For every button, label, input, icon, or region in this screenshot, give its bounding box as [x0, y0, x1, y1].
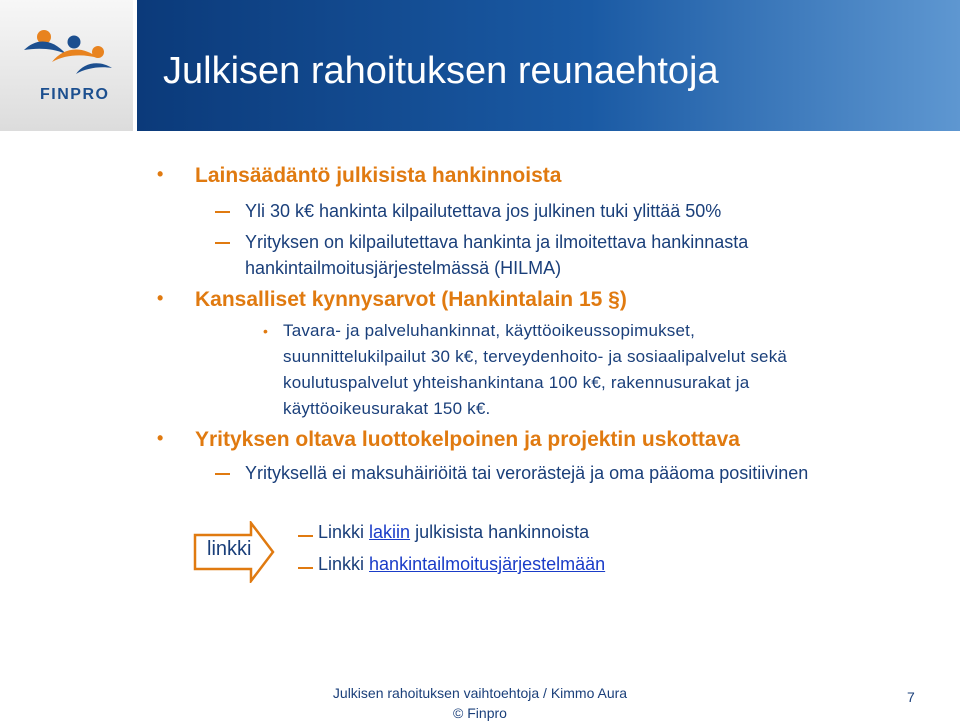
link-line-law: Linkki lakiin julkisista hankinnoista	[318, 522, 589, 543]
link-hilma[interactable]: hankintailmoitusjärjestelmään	[369, 554, 606, 574]
bullet-icon: •	[157, 288, 164, 308]
dash-icon	[215, 473, 230, 475]
dash-icon	[298, 535, 313, 537]
dash-icon	[298, 567, 313, 569]
logo-text: FINPRO	[40, 86, 110, 103]
thresholds-detail: • Tavara- ja palveluhankinnat, käyttöoikeussopimukset, suunnittelukilpailut 30 k€, terveydenhoito- ja sosiaalipalvelut sekä koulutuspalvelut yhteishankintana 100 k€, rakennusurakat ja käyttöoikeusurakat 150 k€.	[283, 318, 923, 422]
footer	[300, 683, 660, 723]
section-heading-thresholds: • Kansalliset kynnysarvot (Hankintalain 15 §)	[157, 288, 627, 311]
link-arrow	[193, 521, 275, 588]
arrow-label: linkki	[207, 538, 252, 560]
footer-line-2: © Finpro	[453, 705, 507, 721]
bullet-icon: •	[157, 428, 164, 448]
footer-line-1: Julkisen rahoituksen vaihtoehtoja / Kimmo Aura	[332, 685, 628, 701]
list-item: Yrityksen on kilpailutettava hankinta ja ilmoitettava hankinnasta	[245, 229, 748, 255]
bullet-icon: •	[263, 323, 269, 339]
link-law[interactable]: lakiin	[369, 522, 411, 542]
dash-icon	[215, 211, 230, 213]
page-number: 7	[907, 689, 915, 705]
section-heading-creditworthiness: • Yrityksen oltava luottokelpoinen ja projektin uskottava	[157, 428, 740, 451]
bullet-icon: •	[157, 164, 164, 184]
page-title: Julkisen rahoituksen reunaehtoja	[163, 50, 719, 92]
list-item: Yli 30 k€ hankinta kilpailutettava jos julkinen tuki ylittää 50%	[245, 198, 721, 224]
list-item-continuation: hankintailmoitusjärjestelmässä (HILMA)	[245, 258, 562, 278]
link-line-hilma: Linkki hankintailmoitusjärjestelmään	[318, 554, 605, 575]
list-item: Yrityksellä ei maksuhäiriöitä tai verorästejä ja oma pääoma positiivinen	[245, 460, 808, 486]
dash-icon	[215, 242, 230, 244]
section-heading-legislation: • Lainsäädäntö julkisista hankinnoista	[157, 164, 562, 187]
